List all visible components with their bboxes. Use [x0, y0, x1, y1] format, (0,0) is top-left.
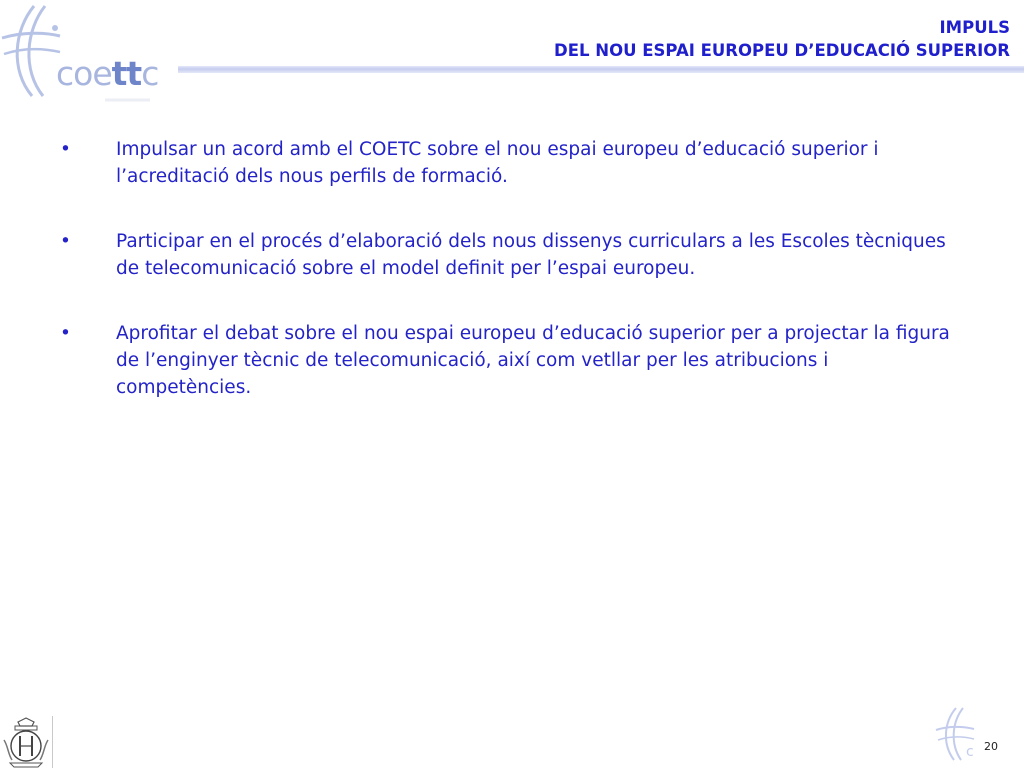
- bullet-item: [60, 320, 960, 401]
- bullet-item: [60, 228, 960, 282]
- logo-wordmark: coettc: [56, 54, 159, 93]
- slide-title: [310, 16, 1010, 62]
- bullet-text: Impulsar un acord amb el COETC sobre el nou espai europeu d’educació superior i l’acreditació dels nous perfils de formació.: [116, 139, 879, 187]
- bullet-text: Aprofitar el debat sobre el nou espai europeu d’educació superior per a projectar la figura de l’enginyer tècnic de telecomunicació, així com vetllar per les atribucions i competències.: [116, 323, 950, 398]
- title-line-2: DEL NOU ESPAI EUROPEU D’EDUCACIÓ SUPERIOR: [554, 41, 1010, 60]
- svg-text:c: c: [966, 744, 974, 760]
- bullet-marker: •: [60, 231, 71, 252]
- header-rule: [178, 66, 1024, 73]
- title-line-1: IMPULS: [939, 18, 1010, 37]
- bullet-item: [60, 136, 960, 190]
- bullet-list: [60, 136, 960, 439]
- bullet-marker: •: [60, 323, 71, 344]
- page-number: 20: [984, 740, 998, 753]
- coettc-mini-logo: [932, 704, 982, 768]
- coettc-logo: [0, 0, 175, 115]
- university-crest-icon: [0, 716, 56, 768]
- bullet-text: Participar en el procés d’elaboració dels nous dissenys curriculars a les Escoles tècniques de telecomunicació sobre el model definit per l’espai europeu.: [116, 231, 946, 279]
- footer-divider: [52, 716, 53, 768]
- bullet-marker: •: [60, 139, 71, 160]
